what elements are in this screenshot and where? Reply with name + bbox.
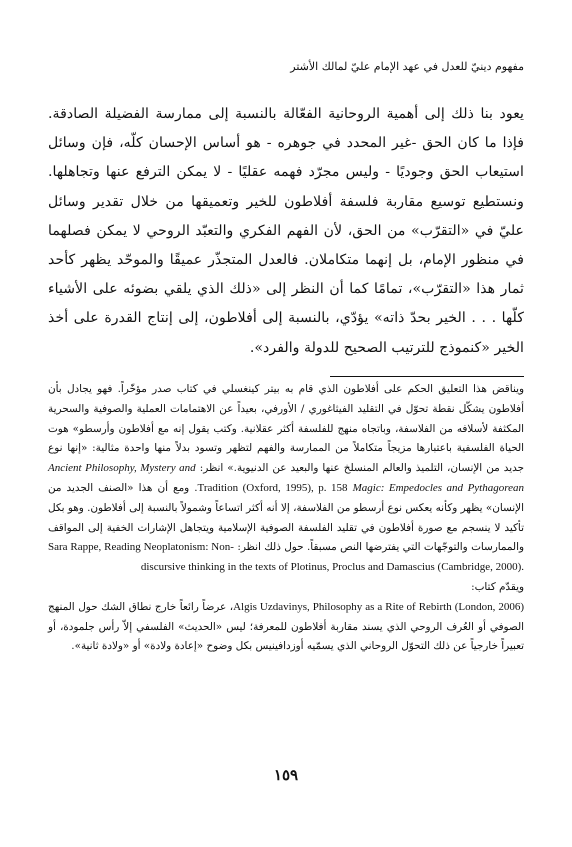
footnote-text-1: ويناقض هذا التعليق الحكم على أفلاطون الذي قام به بيتر كينغسلي في كتاب صدر مؤخّراً. فهو يجادل بأن أفلاطون يشكّل نقطة تحوّل في التقليد الفيثاغوري / الأورفي، بعيداً عن الاهتمامات العملية والصوفية والسحرية المكثفة لأسلافه من الفلاسفة، وباتجاه منهج للفلسفة أكثر عقلانية. وكتب يقول إنه مع أفلاطون وأرسطو» هوت الحياة الفلسفية باعتبارها مزيجاً متكاملاً من الممارسة والفهم لتظهر وتسود بدلاً منها واحدة مثالية: «إنها نوع جديد من الإنسان، التلميذ والعالم المنسلخ عنها والبعيد عن الدنيوية.» انظر:	[48, 383, 524, 475]
footnote-paragraph-2	[48, 598, 524, 657]
footnote-separator	[330, 376, 524, 377]
footnote	[48, 380, 524, 657]
rappe-reference: Sara Rappe, Reading Neoplatonism: Non-discursive thinking in the texts of Plotinus, Proclus and Damascius (Cambridge, 2000).	[48, 541, 524, 574]
footnote-paragraph	[48, 380, 524, 578]
kingsley-publication: Tradition (Oxford, 1995), p. 158	[197, 481, 348, 494]
footnote-offers: ويقدّم كتاب:	[471, 580, 524, 593]
body-paragraph: يعود بنا ذلك إلى أهمية الروحانية الفعّالة بالنسبة إلى ممارسة الفضيلة الصادقة. فإذا ما كان الحق -غير المحدد في جوهره - هو أساس الإحسان كلّه، فإن وسائل استيعاب الحق وجوديًا - وليس مجرّد فهمه عقليًا - لا يمكن الترفع عنها وتجاهلها. ونستطيع توسيع مقاربة فلسفة أفلاطون للخير وتعميقها من خلال تقدير وسائل عليّ في «التقرّب» من الحق، لأن الفهم الفكري والتعبّد الروحي لا يمكن فصلهما في منظور الإمام، بل إنهما متكاملان. فالعدل المتجذّر عميقًا والموحّد يظهر كأحد ثمار هذا «التقرّب»، تمامًا كما أن النظر إلى «ذلك الذي يلقي بضوئه على الأشياء كلّها . . . الخير بحدّ ذاته» يؤدّي، بالنسبة إلى أفلاطون، إلى إنتاج القدرة على أخذ الخير «كنموذج للترتيب الصحيح للدولة والفرد».	[48, 106, 524, 356]
main-text	[48, 100, 524, 363]
page-number: ١٥٩	[273, 766, 299, 784]
uzdavinys-reference: Algis Uzdavinys, Philosophy as a Rite of Rebirth (London, 2006)	[233, 600, 524, 613]
footnote-text-2: . ومع أن هذا «الصنف الجديد من الإنسان» يظهر وكأنه يعكس نوع أرسطو من الفلاسفة، إلا أنه أكثر اتساعاً وشمولاً بالنسبة إلى أفلاطون. وهو بكل تأكيد لا ينسجم مع صورة أفلاطون في تقليد الفلسفة الصوفية الإسلامية ويتجاهل الإشارات الخفية إلى المواقف والممارسات والتوجّهات التي يفترضها النص مسبقاً. حول ذلك انظر:	[48, 481, 524, 554]
running-title: مفهوم دينيّ للعدل في عهد الإمام عليّ لمالك الأشتر	[290, 60, 524, 73]
kingsley-title: Ancient Philosophy, Mystery and Magic: Empedocles and Pythagorean	[48, 462, 524, 494]
footnote-text-3: ، عرضاً رائعاً خارج نطاق الشك حول المنهج الصوفي أو العُرف الروحي الذي يسند مقاربة أفلاطون للمعرفة؛ ليس «الحديث» الفلسفي إلاّ رأس جلمودة، أو تعبيراً خارجياً عن ذلك التحوّل الروحاني الذي يسمّيه أوزدافينيس بكل وضوح «إعادة ولادة» أو «ولادة ثانية».	[48, 600, 524, 653]
